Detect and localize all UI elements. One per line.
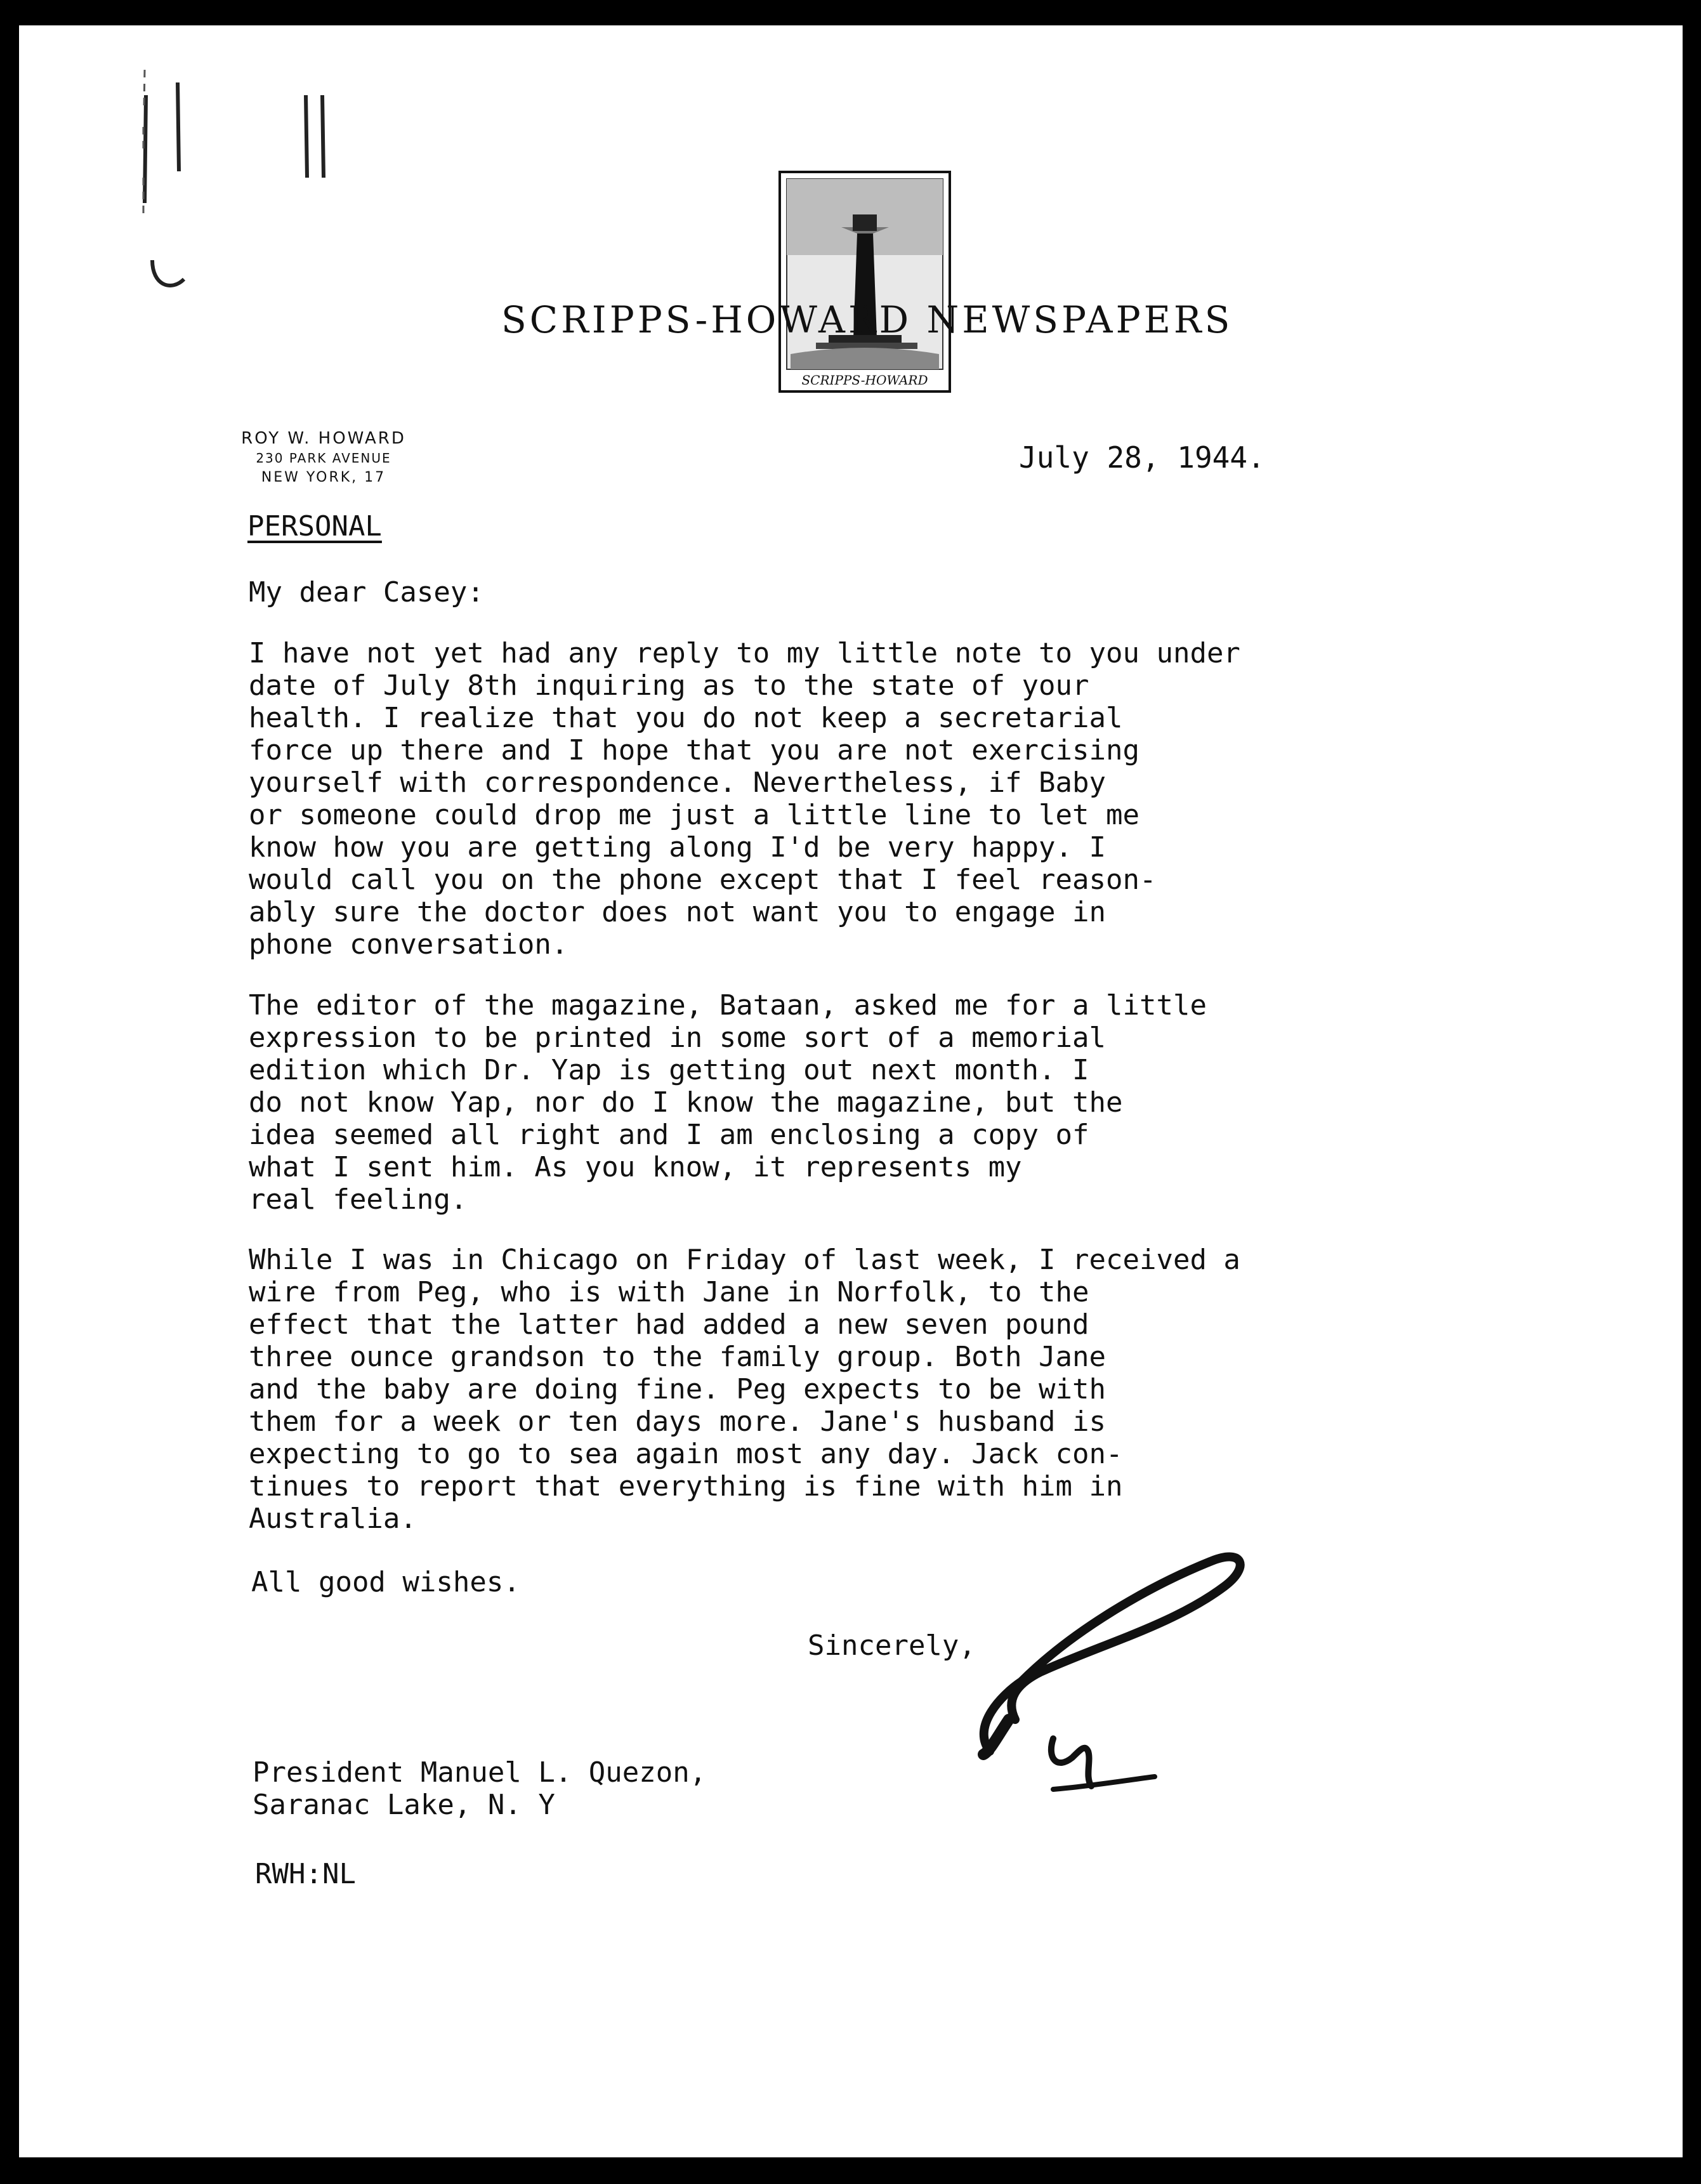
- body-line: know how you are getting along I'd be very happy. I: [249, 831, 1107, 864]
- handwritten-signature: [945, 1536, 1275, 1821]
- body-line: what I sent him. As you know, it represents my: [249, 1151, 1022, 1183]
- body-line: expecting to go to sea again most any day. Jack con-: [249, 1438, 1123, 1470]
- body-line: health. I realize that you do not keep a secretarial: [249, 702, 1123, 734]
- recipient-name: President Manuel L. Quezon,: [253, 1756, 707, 1789]
- salutation: My dear Casey:: [249, 576, 484, 608]
- body-line: date of July 8th inquiring as to the state of your: [249, 669, 1089, 702]
- body-line: idea seemed all right and I am enclosing a copy of: [249, 1119, 1089, 1151]
- letter-page: [19, 25, 1683, 2157]
- body-line: phone conversation.: [249, 928, 568, 961]
- sender-street: 230 PARK AVENUE: [256, 451, 391, 466]
- sign-off: Sincerely,: [808, 1629, 976, 1662]
- body-line: or someone could drop me just a little line to let me: [249, 799, 1139, 831]
- binder-marks: [114, 57, 216, 311]
- body-line: them for a week or ten days more. Jane's husband is: [249, 1405, 1107, 1438]
- body-paragraph-2: [249, 989, 1528, 1216]
- body-paragraph-3: [249, 1244, 1528, 1535]
- body-line: I have not yet had any reply to my little note to you under: [249, 637, 1240, 669]
- body-line: Australia.: [249, 1503, 417, 1535]
- recipient-block: [253, 1756, 706, 1821]
- body-line: tinues to report that everything is fine with him in: [249, 1470, 1123, 1503]
- body-line: three ounce grandson to the family group. Both Jane: [249, 1341, 1107, 1373]
- body-line: would call you on the phone except that I feel reason-: [249, 864, 1157, 896]
- body-line: yourself with correspondence. Nevertheless, if Baby: [249, 766, 1107, 799]
- body-line: expression to be printed in some sort of a memorial: [249, 1022, 1107, 1054]
- lighthouse-logo: [778, 170, 952, 393]
- body-line: ably sure the doctor does not want you to engage in: [249, 896, 1107, 928]
- sender-block: [209, 429, 438, 485]
- binder-marks-2: [298, 82, 336, 190]
- body-paragraph-1: [249, 637, 1528, 961]
- body-line: The editor of the magazine, Bataan, asked me for a little: [249, 989, 1207, 1022]
- recipient-location: Saranac Lake, N. Y: [253, 1789, 555, 1821]
- closing-wishes: All good wishes.: [251, 1566, 520, 1598]
- body-line: and the baby are doing fine. Peg expects to be with: [249, 1373, 1107, 1405]
- letterhead-title: SCRIPPS-HOWARD NEWSPAPERS: [501, 298, 1233, 341]
- sender-name: ROY W. HOWARD: [241, 429, 406, 448]
- body-line: wire from Peg, who is with Jane in Norfolk, to the: [249, 1276, 1089, 1308]
- letter-date: July 28, 1944.: [1019, 440, 1265, 475]
- personal-marking: PERSONAL: [247, 510, 382, 543]
- body-line: edition which Dr. Yap is getting out next month. I: [249, 1054, 1089, 1086]
- body-line: While I was in Chicago on Friday of last week, I received a: [249, 1244, 1240, 1276]
- sender-city: NEW YORK, 17: [261, 470, 386, 485]
- body-line: effect that the latter had added a new seven pound: [249, 1308, 1089, 1341]
- body-line: do not know Yap, nor do I know the magazine, but the: [249, 1086, 1123, 1119]
- logo-text: SCRIPPS-HOWARD: [801, 372, 928, 388]
- body-line: real feeling.: [249, 1183, 468, 1216]
- body-line: force up there and I hope that you are not exercising: [249, 734, 1139, 766]
- reference-initials: RWH:NL: [255, 1858, 356, 1890]
